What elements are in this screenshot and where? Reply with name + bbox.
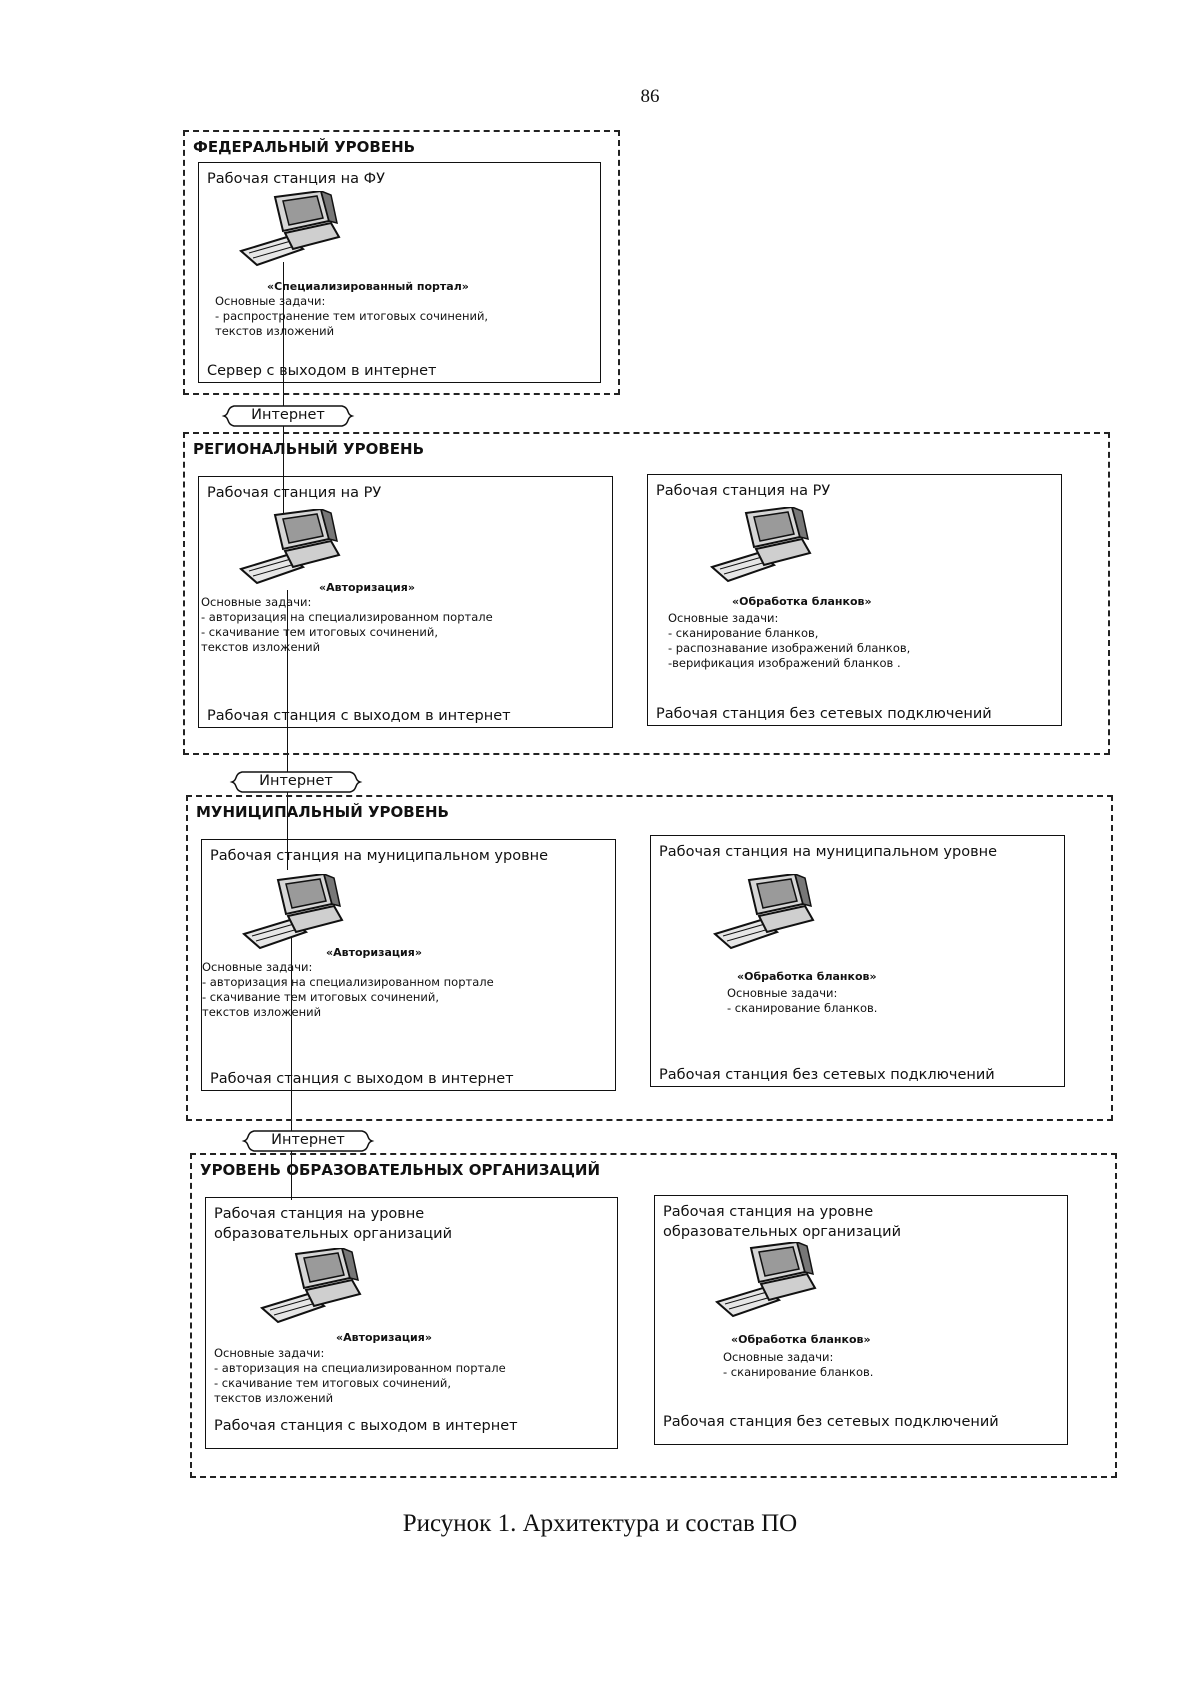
task-list bbox=[727, 986, 877, 1016]
tasks-header: Основные задачи: bbox=[668, 611, 779, 625]
task-item: - авторизация на специализированном портале bbox=[201, 610, 493, 624]
task-item: -верификация изображений бланков . bbox=[668, 656, 901, 670]
figure-caption: Рисунок 1. Архитектура и состав ПО bbox=[402, 1510, 798, 1537]
workstation-footer: Рабочая станция без сетевых подключений bbox=[656, 706, 992, 722]
level-title: ФЕДЕРАЛЬНЫЙ УРОВЕНЬ bbox=[193, 138, 416, 156]
task-list bbox=[668, 611, 910, 671]
task-item: - сканирование бланков, bbox=[668, 626, 819, 640]
regional-workstation-forms bbox=[647, 474, 1062, 726]
municipal-workstation-forms bbox=[650, 835, 1065, 1087]
level-title: РЕГИОНАЛЬНЫЙ УРОВЕНЬ bbox=[193, 440, 425, 458]
municipal-level bbox=[186, 795, 1113, 1121]
internet-label: Интернет bbox=[271, 1132, 345, 1148]
task-list bbox=[723, 1350, 873, 1380]
role-label: «Обработка бланков» bbox=[737, 970, 877, 983]
internet-label: Интернет bbox=[251, 407, 325, 423]
workstation-footer: Рабочая станция без сетевых подключений bbox=[659, 1067, 995, 1083]
workstation-title: Рабочая станция на муниципальном уровне bbox=[210, 848, 549, 864]
task-item: - авторизация на специализированном портале bbox=[214, 1361, 506, 1375]
federal-workstation bbox=[198, 162, 601, 383]
computer-icon bbox=[235, 191, 345, 277]
workstation-footer: Рабочая станция с выходом в интернет bbox=[214, 1418, 518, 1434]
computer-icon bbox=[256, 1248, 366, 1334]
education-level bbox=[190, 1153, 1117, 1478]
internet-cloud bbox=[228, 768, 364, 796]
task-item: - скачивание тем итоговых сочинений, bbox=[202, 990, 439, 1004]
workstation-title: Рабочая станция на ФУ bbox=[207, 171, 385, 187]
regional-level bbox=[183, 432, 1110, 755]
internet-label: Интернет bbox=[259, 773, 333, 789]
computer-icon bbox=[709, 874, 819, 960]
tasks-header: Основные задачи: bbox=[202, 960, 313, 974]
education-workstation-forms bbox=[654, 1195, 1068, 1445]
role-label: «Авторизация» bbox=[336, 1331, 432, 1344]
task-item: текстов изложений bbox=[201, 640, 321, 654]
task-list bbox=[201, 595, 493, 655]
task-list bbox=[214, 1346, 506, 1406]
task-item: - скачивание тем итоговых сочинений, bbox=[201, 625, 438, 639]
workstation-title: Рабочая станция на РУ bbox=[656, 483, 831, 499]
tasks-header: Основные задачи: bbox=[215, 294, 326, 308]
level-title: МУНИЦИПАЛЬНЫЙ УРОВЕНЬ bbox=[196, 803, 449, 821]
tasks-header: Основные задачи: bbox=[201, 595, 312, 609]
page-number: 86 bbox=[640, 86, 660, 107]
workstation-title: Рабочая станция на уровне образовательных организаций bbox=[663, 1204, 902, 1240]
federal-level bbox=[183, 130, 620, 395]
workstation-footer: Сервер с выходом в интернет bbox=[207, 363, 437, 379]
task-item: - распознавание изображений бланков, bbox=[668, 641, 911, 655]
education-workstation-auth bbox=[205, 1197, 618, 1449]
workstation-footer: Рабочая станция с выходом в интернет bbox=[207, 708, 511, 724]
role-label: «Специализированный портал» bbox=[267, 280, 469, 293]
workstation-title: Рабочая станция на РУ bbox=[207, 485, 382, 501]
computer-icon bbox=[706, 507, 816, 593]
task-item: - сканирование бланков. bbox=[723, 1365, 874, 1379]
task-item: текстов изложений bbox=[214, 1391, 334, 1405]
workstation-footer: Рабочая станция с выходом в интернет bbox=[210, 1071, 514, 1087]
municipal-workstation-auth bbox=[201, 839, 616, 1091]
workstation-title: Рабочая станция на муниципальном уровне bbox=[659, 844, 998, 860]
task-item: текстов изложений bbox=[202, 1005, 322, 1019]
internet-cloud bbox=[220, 402, 356, 430]
task-item: - распространение тем итоговых сочинений, bbox=[215, 309, 489, 323]
role-label: «Обработка бланков» bbox=[731, 1333, 871, 1346]
tasks-header: Основные задачи: bbox=[214, 1346, 325, 1360]
tasks-header: Основные задачи: bbox=[723, 1350, 834, 1364]
level-title: УРОВЕНЬ ОБРАЗОВАТЕЛЬНЫХ ОРГАНИЗАЦИЙ bbox=[200, 1161, 600, 1179]
computer-icon bbox=[711, 1242, 821, 1328]
tasks-header: Основные задачи: bbox=[727, 986, 838, 1000]
task-item: - скачивание тем итоговых сочинений, bbox=[214, 1376, 451, 1390]
internet-cloud bbox=[240, 1127, 376, 1155]
task-item: текстов изложений bbox=[215, 324, 335, 338]
role-label: «Авторизация» bbox=[319, 581, 415, 594]
task-list bbox=[202, 960, 494, 1020]
task-list bbox=[215, 294, 488, 339]
task-item: - авторизация на специализированном портале bbox=[202, 975, 494, 989]
task-item: - сканирование бланков. bbox=[727, 1001, 878, 1015]
workstation-title: Рабочая станция на уровне образовательных организаций bbox=[214, 1206, 453, 1242]
regional-workstation-auth bbox=[198, 476, 613, 728]
role-label: «Обработка бланков» bbox=[732, 595, 872, 608]
role-label: «Авторизация» bbox=[326, 946, 422, 959]
workstation-footer: Рабочая станция без сетевых подключений bbox=[663, 1414, 999, 1430]
